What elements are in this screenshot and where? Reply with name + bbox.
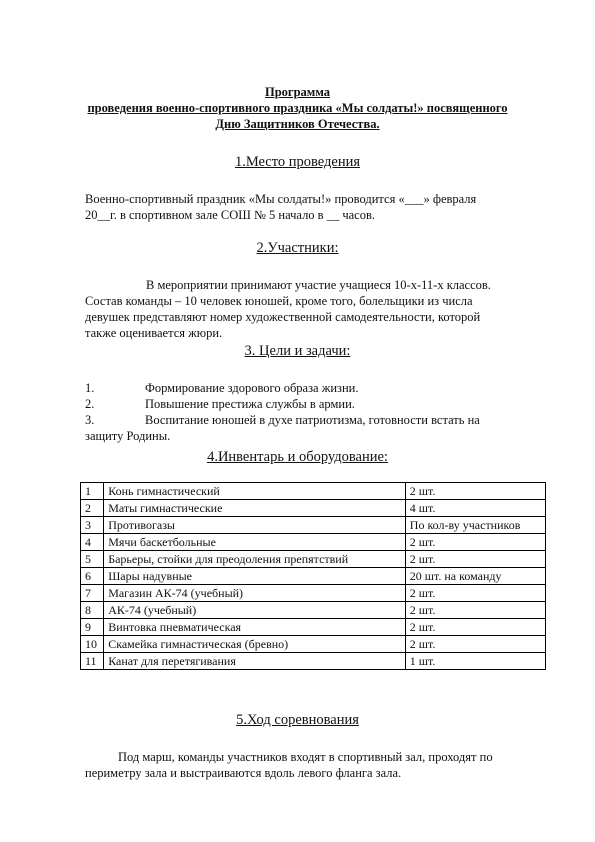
row-number-cell: 6 <box>81 568 104 585</box>
quantity-cell: 20 шт. на команду <box>405 568 545 585</box>
row-number-cell: 2 <box>81 500 104 517</box>
table-row <box>81 568 546 585</box>
table-row <box>81 602 546 619</box>
quantity-cell: 2 шт. <box>405 619 545 636</box>
section2-line-2: Состав команды – 10 человек юношей, кроме того, болельщики из числа <box>85 294 473 308</box>
quantity-cell: 2 шт. <box>405 585 545 602</box>
quantity-cell: 2 шт. <box>405 636 545 653</box>
goal-item-number: 2. <box>85 397 95 411</box>
item-name-cell: Маты гимнастические <box>104 500 406 517</box>
table-row <box>81 551 546 568</box>
section2-line-3: девушек представляют номер художественной самодеятельности, которой <box>85 310 481 324</box>
quantity-cell: 1 шт. <box>405 653 545 670</box>
row-number-cell: 5 <box>81 551 104 568</box>
item-name-cell: Мячи баскетбольные <box>104 534 406 551</box>
title-line-3: Дню Защитников Отечества. <box>215 117 380 131</box>
table-row <box>81 517 546 534</box>
row-number-cell: 9 <box>81 619 104 636</box>
section5-line-1: Под марш, команды участников входят в спортивный зал, проходят по <box>118 750 493 764</box>
section1-line-1: Военно-спортивный праздник «Мы солдаты!» проводится «___» февраля <box>85 192 477 206</box>
quantity-cell: По кол-ву участников <box>405 517 545 534</box>
goal-item-text: Формирование здорового образа жизни. <box>145 381 359 395</box>
row-number-cell: 10 <box>81 636 104 653</box>
table-row <box>81 653 546 670</box>
section2-line-4: также оценивается жюри. <box>85 326 223 340</box>
item-name-cell: Конь гимнастический <box>104 483 406 500</box>
goal-item-3-continuation: защиту Родины. <box>85 429 171 443</box>
item-name-cell: Магазин АК-74 (учебный) <box>104 585 406 602</box>
quantity-cell: 2 шт. <box>405 483 545 500</box>
item-name-cell: АК-74 (учебный) <box>104 602 406 619</box>
table-row <box>81 500 546 517</box>
table-row <box>81 619 546 636</box>
quantity-cell: 2 шт. <box>405 602 545 619</box>
goal-item-text: Повышение престижа службы в армии. <box>145 397 355 411</box>
section5-heading: 5.Ход соревнования <box>236 712 359 728</box>
section1-heading: 1.Место проведения <box>234 154 361 170</box>
section5-line-2: периметру зала и выстраиваются вдоль левого фланга зала. <box>85 766 402 780</box>
item-name-cell: Скамейка гимнастическая (бревно) <box>104 636 406 653</box>
title-line-2: проведения военно-спортивного праздника «Мы солдаты!» посвященного <box>87 101 508 115</box>
row-number-cell: 8 <box>81 602 104 619</box>
goal-item-text: Воспитание юношей в духе патриотизма, готовности встать на <box>145 413 480 427</box>
program-title <box>60 84 535 132</box>
table-row <box>81 636 546 653</box>
inventory-table <box>80 482 546 670</box>
row-number-cell: 3 <box>81 517 104 534</box>
item-name-cell: Шары надувные <box>104 568 406 585</box>
table-row <box>81 483 546 500</box>
row-number-cell: 1 <box>81 483 104 500</box>
section4-heading: 4.Инвентарь и оборудование: <box>207 449 388 465</box>
section1-line-2: 20__г. в спортивном зале СОШ № 5 начало в __ часов. <box>85 208 375 222</box>
item-name-cell: Противогазы <box>104 517 406 534</box>
row-number-cell: 7 <box>81 585 104 602</box>
section2-line-1: В мероприятии принимают участие учащиеся 10-х-11-х классов. <box>146 278 491 292</box>
row-number-cell: 4 <box>81 534 104 551</box>
title-line-1: Программа <box>265 85 330 99</box>
table-row <box>81 534 546 551</box>
item-name-cell: Канат для перетягивания <box>104 653 406 670</box>
section2-heading: 2.Участники: <box>256 240 339 256</box>
item-name-cell: Барьеры, стойки для преодоления препятствий <box>104 551 406 568</box>
goal-item-number: 3. <box>85 413 95 427</box>
row-number-cell: 11 <box>81 653 104 670</box>
quantity-cell: 2 шт. <box>405 534 545 551</box>
section3-heading: 3. Цели и задачи: <box>244 343 351 359</box>
item-name-cell: Винтовка пневматическая <box>104 619 406 636</box>
quantity-cell: 2 шт. <box>405 551 545 568</box>
quantity-cell: 4 шт. <box>405 500 545 517</box>
goal-item-number: 1. <box>85 381 95 395</box>
table-row <box>81 585 546 602</box>
